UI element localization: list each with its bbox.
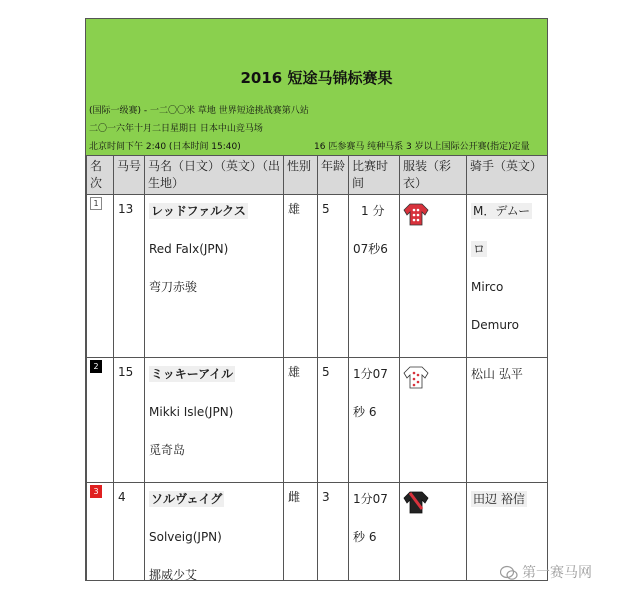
results-header bbox=[86, 19, 547, 155]
horse-name-chinese: 觅奇岛 bbox=[149, 443, 186, 457]
horse-name-chinese: 挪威少艾 bbox=[149, 568, 198, 581]
column-header-number: 马号 bbox=[114, 156, 145, 195]
table-header-row bbox=[87, 156, 548, 195]
horse-number: 15 bbox=[118, 365, 134, 379]
page-title: 2016 短途马锦标赛果 bbox=[240, 69, 393, 87]
rank-badge: 2 bbox=[90, 360, 102, 373]
column-header-age: 年龄 bbox=[318, 156, 349, 195]
jockey-name-japanese: M．デムー bbox=[473, 204, 531, 218]
jockey-name-japanese: 松山 弘平 bbox=[471, 367, 523, 381]
column-header-name: 马名（日文）（英文）（出生地） bbox=[145, 156, 284, 195]
column-header-jockey: 骑手（英文） bbox=[467, 156, 548, 195]
jockey-first-name: Mirco bbox=[471, 280, 504, 294]
horse-age: 5 bbox=[322, 202, 330, 216]
rank-badge: 3 bbox=[90, 485, 102, 498]
column-header-silks: 服装（彩衣） bbox=[400, 156, 467, 195]
horse-age: 3 bbox=[322, 490, 330, 504]
column-header-rank: 名次 bbox=[87, 156, 114, 195]
race-time-info: 北京时间下午 2:40 (日本时间 15:40) bbox=[89, 142, 241, 152]
table-row bbox=[87, 483, 548, 582]
horse-name-japanese: ミッキーアイル bbox=[151, 367, 234, 381]
horse-name-japanese: ソルヴェイグ bbox=[151, 492, 223, 506]
horse-name-chinese: 弯刀赤骏 bbox=[149, 280, 198, 294]
results-document bbox=[85, 18, 548, 581]
table-row bbox=[87, 358, 548, 483]
jockey-name-japanese: 田辺 裕信 bbox=[473, 492, 525, 506]
rank-badge: 1 bbox=[90, 197, 102, 210]
horse-sex: 雄 bbox=[288, 365, 301, 379]
horse-name-english: Solveig(JPN) bbox=[149, 530, 222, 544]
race-time-part-2: 秒 6 bbox=[353, 530, 377, 544]
horse-name-english: Mikki Isle(JPN) bbox=[149, 405, 234, 419]
horse-sex: 雌 bbox=[288, 490, 301, 504]
column-header-time: 比赛时间 bbox=[349, 156, 400, 195]
race-time-part-1: 1 分 bbox=[361, 204, 385, 218]
jockey-name-japanese-cont: ロ bbox=[473, 242, 486, 256]
watermark-text: 第一赛马网 bbox=[522, 565, 592, 581]
horse-age: 5 bbox=[322, 365, 330, 379]
horse-name-japanese: レッドファルクス bbox=[151, 204, 246, 218]
red-silks-icon bbox=[403, 201, 429, 227]
race-time-part-2: 秒 6 bbox=[353, 405, 377, 419]
wechat-icon bbox=[500, 565, 518, 581]
race-entry-info: 16 匹参赛马 纯种马系 3 岁以上国际公开赛(指定)定量 bbox=[314, 142, 530, 152]
table-row bbox=[87, 195, 548, 358]
results-table bbox=[86, 155, 548, 581]
jockey-last-name: Demuro bbox=[471, 318, 519, 332]
black-silks-icon bbox=[403, 489, 429, 515]
column-header-sex: 性别 bbox=[284, 156, 318, 195]
white-silks-icon bbox=[403, 364, 429, 390]
race-time-part-1: 1分07 bbox=[353, 367, 388, 381]
race-info-line-2: 二〇一六年十月二日星期日 日本中山竞马场 bbox=[89, 124, 263, 134]
horse-name-english: Red Falx(JPN) bbox=[149, 242, 229, 256]
horse-number: 4 bbox=[118, 490, 126, 504]
race-time-part-1: 1分07 bbox=[353, 492, 388, 506]
watermark bbox=[500, 562, 592, 582]
race-time-part-2: 07秒6 bbox=[353, 242, 388, 256]
race-info-line-1: (国际一级赛) - 一二〇〇米 草地 世界短途挑战赛第八站 bbox=[89, 106, 309, 116]
horse-sex: 雄 bbox=[288, 202, 301, 216]
horse-number: 13 bbox=[118, 202, 134, 216]
